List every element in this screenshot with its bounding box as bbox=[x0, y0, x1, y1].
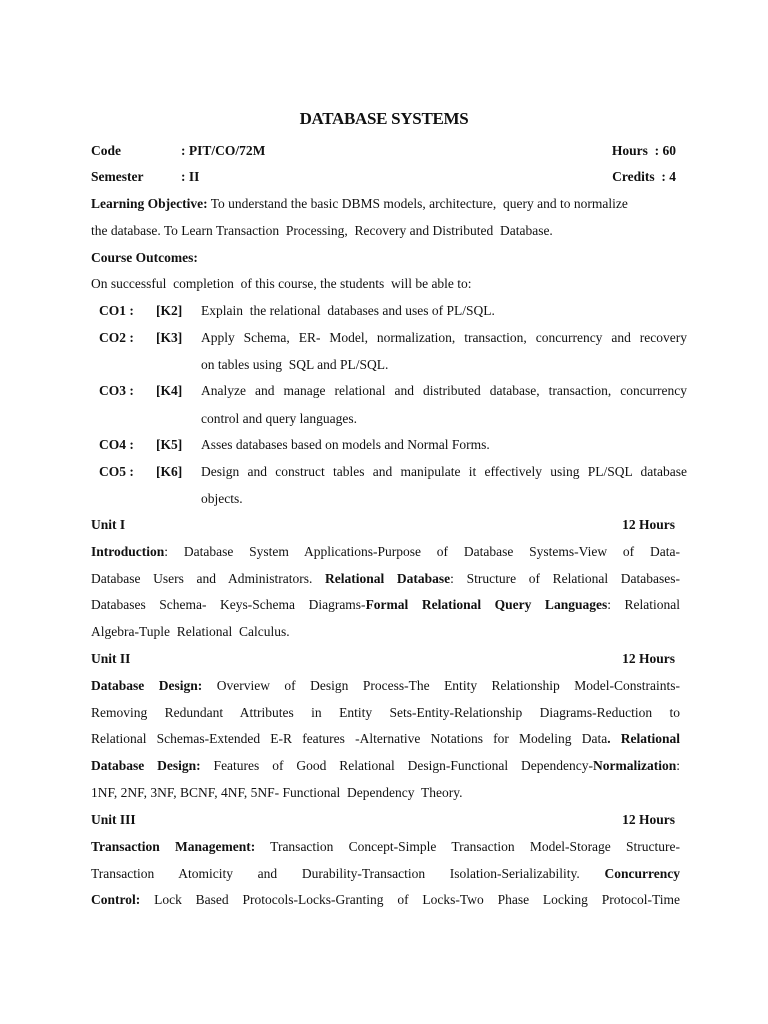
outcome-text-cont: on tables using SQL and PL/SQL. bbox=[201, 357, 389, 372]
outcome-id: CO4 : bbox=[99, 437, 134, 452]
unit-text-line bbox=[91, 542, 680, 562]
outcome-text-cont: control and query languages. bbox=[201, 411, 357, 426]
outcome-level: [K2] bbox=[156, 303, 183, 318]
unit-text: Databases Schema- Keys-Schema Diagrams- bbox=[91, 597, 366, 612]
unit-topic-heading: Control: bbox=[91, 892, 141, 907]
outcome-item bbox=[91, 435, 680, 455]
unit-text-line bbox=[91, 676, 680, 696]
unit-title: Unit I bbox=[91, 517, 126, 532]
unit-topic-heading: . Relational bbox=[607, 731, 680, 746]
unit-header bbox=[91, 649, 680, 669]
code-value: : PIT/CO/72M bbox=[181, 143, 266, 158]
unit-hours: 12 Hours bbox=[622, 812, 675, 827]
unit-title: Unit III bbox=[91, 812, 136, 827]
outcome-continuation bbox=[91, 489, 680, 509]
objective-line-2 bbox=[91, 221, 680, 241]
semester-label: Semester bbox=[91, 169, 144, 184]
outcome-item bbox=[91, 462, 687, 482]
unit-topic-heading: Relational Database bbox=[324, 571, 451, 586]
outcome-id: CO5 : bbox=[99, 464, 134, 479]
unit-text-line bbox=[91, 756, 680, 776]
unit-header bbox=[91, 515, 680, 535]
unit-text: : Relational bbox=[607, 597, 680, 612]
unit-text: Removing Redundant Attributes in Entity Sets-Entity-Relationship Diagrams-Reduction to bbox=[91, 705, 680, 720]
outcome-item bbox=[91, 381, 687, 401]
unit-topic-heading: Introduction bbox=[91, 544, 165, 559]
outcome-id: CO1 : bbox=[99, 303, 134, 318]
unit-text-line bbox=[91, 569, 680, 589]
semester-value: : II bbox=[181, 169, 200, 184]
unit-topic-heading: Formal Relational Query Languages bbox=[365, 597, 608, 612]
unit-text: Transaction Atomicity and Durability-Transaction Isolation-Serializability. bbox=[91, 866, 605, 881]
unit-header bbox=[91, 810, 680, 830]
outcome-level: [K4] bbox=[156, 383, 183, 398]
outcome-continuation bbox=[91, 355, 680, 375]
unit-text: Database Users and Administrators. bbox=[91, 571, 325, 586]
outcome-level: [K6] bbox=[156, 464, 183, 479]
unit-text-line bbox=[91, 595, 680, 615]
outcome-text: Analyze and manage relational and distributed database, transaction, concurrency bbox=[201, 383, 687, 398]
outcome-text: Apply Schema, ER- Model, normalization, transaction, concurrency and recovery bbox=[201, 330, 687, 345]
outcome-item bbox=[91, 328, 687, 348]
unit-text-line bbox=[91, 783, 680, 803]
unit-text: Transaction Concept-Simple Transaction Model-Storage Structure- bbox=[255, 839, 680, 854]
outcomes-heading: Course Outcomes: bbox=[91, 250, 198, 265]
unit-topic-heading: Concurrency bbox=[604, 866, 680, 881]
unit-title: Unit II bbox=[91, 651, 131, 666]
outcomes-intro-row bbox=[91, 274, 680, 294]
unit-hours: 12 Hours bbox=[622, 651, 675, 666]
objective-label: Learning Objective: bbox=[91, 196, 208, 211]
outcomes-intro: On successful completion of this course, the students will be able to: bbox=[91, 276, 472, 291]
outcome-item bbox=[91, 301, 680, 321]
unit-text-line bbox=[91, 622, 680, 642]
unit-text: Features of Good Relational Design-Functional Dependency- bbox=[200, 758, 593, 773]
unit-text: Overview of Design Process-The Entity Relationship Model-Constraints- bbox=[202, 678, 680, 693]
outcome-continuation bbox=[91, 409, 680, 429]
unit-text-line bbox=[91, 729, 680, 749]
outcome-level: [K5] bbox=[156, 437, 183, 452]
objective-text-2: the database. To Learn Transaction Processing, Recovery and Distributed Database. bbox=[91, 223, 553, 238]
unit-topic-heading: Transaction Management: bbox=[91, 839, 256, 854]
outcome-text: Design and construct tables and manipulate it effectively using PL/SQL database bbox=[201, 464, 687, 479]
unit-text-line bbox=[91, 864, 680, 884]
outcome-level: [K3] bbox=[156, 330, 183, 345]
outcome-text: Asses databases based on models and Normal Forms. bbox=[201, 437, 490, 452]
unit-topic-heading: Normalization bbox=[592, 758, 677, 773]
unit-text-line bbox=[91, 837, 680, 857]
unit-text: : Database System Applications-Purpose of Database Systems-View of Data- bbox=[164, 544, 680, 559]
unit-text: Algebra-Tuple Relational Calculus. bbox=[91, 624, 290, 639]
semester-row bbox=[91, 167, 680, 187]
unit-text: Relational Schemas-Extended E-R features -Alternative Notations for Modeling Data bbox=[91, 731, 608, 746]
unit-topic-heading: Database Design: bbox=[91, 758, 201, 773]
objective-line-1 bbox=[91, 194, 680, 214]
unit-text: Lock Based Protocols-Locks-Granting of Locks-Two Phase Locking Protocol-Time bbox=[140, 892, 680, 907]
outcomes-heading-row bbox=[91, 248, 680, 268]
objective-text-1: To understand the basic DBMS models, architecture, query and to normalize bbox=[210, 196, 628, 211]
unit-text: : Structure of Relational Databases- bbox=[450, 571, 680, 586]
hours-total: Hours : 60 bbox=[611, 143, 676, 158]
unit-text-line bbox=[91, 890, 680, 910]
outcome-text-cont: objects. bbox=[201, 491, 243, 506]
code-row bbox=[91, 141, 680, 161]
page-title: DATABASE SYSTEMS bbox=[299, 109, 469, 128]
unit-topic-heading: Database Design: bbox=[91, 678, 203, 693]
outcome-text: Explain the relational databases and uses of PL/SQL. bbox=[201, 303, 495, 318]
unit-hours: 12 Hours bbox=[622, 517, 675, 532]
unit-text-line bbox=[91, 703, 680, 723]
outcome-id: CO2 : bbox=[99, 330, 134, 345]
code-label: Code bbox=[91, 143, 121, 158]
unit-text: 1NF, 2NF, 3NF, BCNF, 4NF, 5NF- Functional Dependency Theory. bbox=[91, 785, 463, 800]
outcome-id: CO3 : bbox=[99, 383, 134, 398]
credits-total: Credits : 4 bbox=[612, 169, 676, 184]
unit-text: : bbox=[676, 758, 680, 773]
